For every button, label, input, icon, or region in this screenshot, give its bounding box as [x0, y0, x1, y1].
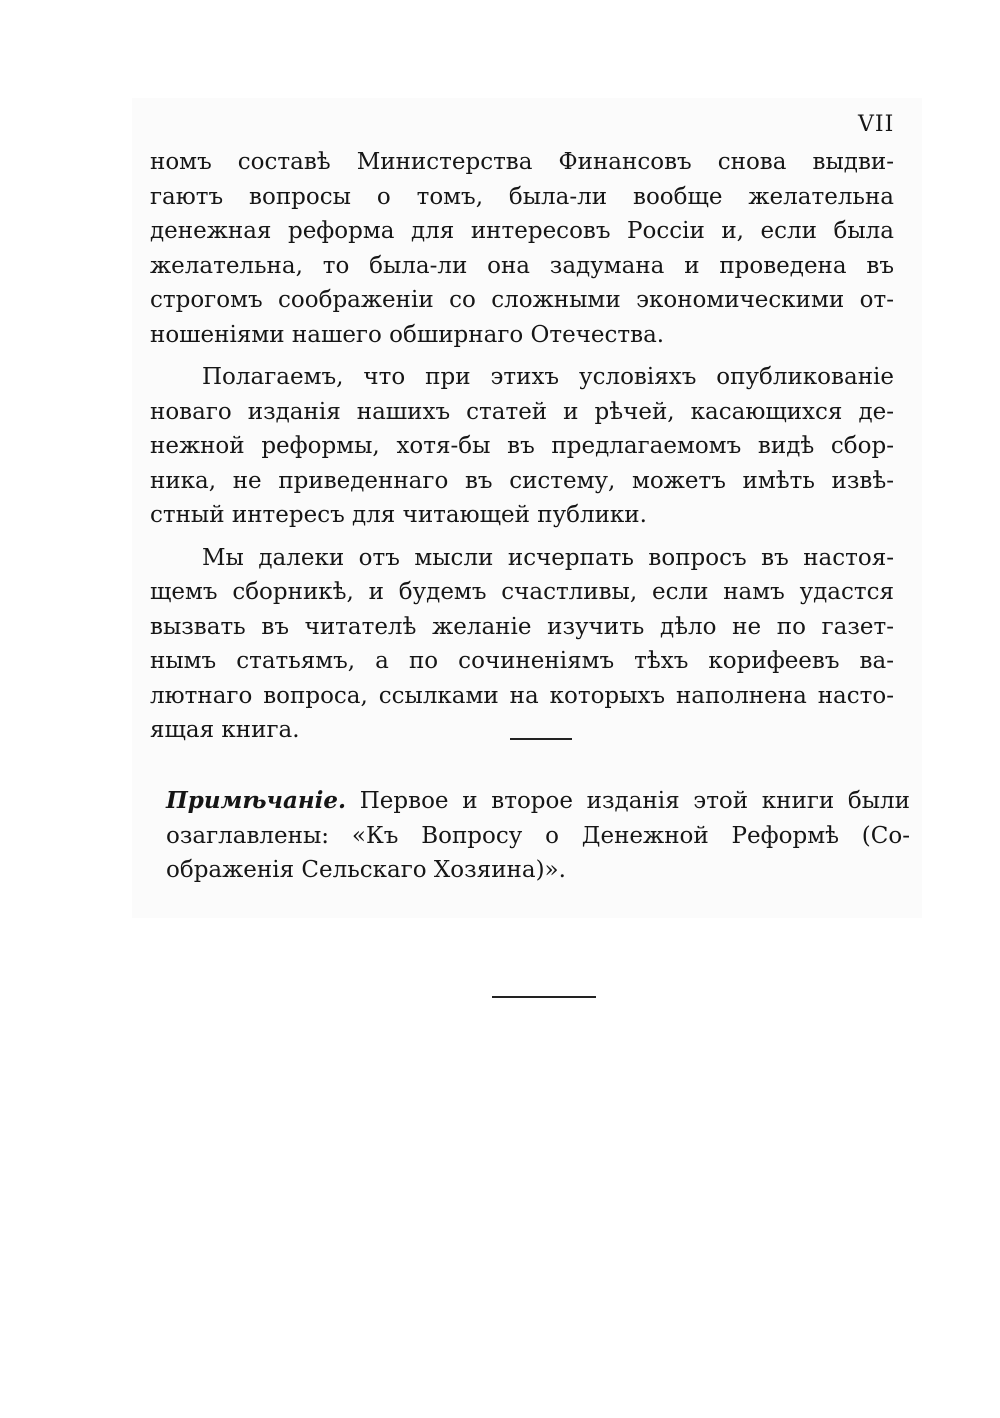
- section-divider: [510, 738, 572, 740]
- footnote-label: Примѣчаніе.: [166, 787, 347, 814]
- paragraph-2: [150, 360, 894, 533]
- text-line: щемъ сборникѣ, и будемъ счастливы, если намъ удастся: [150, 579, 894, 605]
- footnote-line: ображенія Сельскаго Хозяина)».: [166, 857, 566, 883]
- paragraph-3: [150, 541, 894, 748]
- text-line: ящая книга.: [150, 717, 300, 743]
- text-line: вызвать въ читателѣ желаніе изучить дѣло не по газет-: [150, 613, 894, 640]
- text-line: ношеніями нашего обширнаго Отечества.: [150, 321, 665, 348]
- footnote-text: Первое и второе изданія этой книги были: [346, 788, 910, 814]
- text-line: денежная реформа для интересовъ Россіи и, если была: [150, 218, 894, 244]
- footnote: [166, 784, 910, 888]
- text-line: нымъ статьямъ, а по сочиненіямъ тѣхъ корифеевъ ва-: [150, 648, 894, 674]
- text-line: номъ составѣ Министерства Финансовъ снова выдви-: [150, 149, 894, 175]
- text-line: гаютъ вопросы о томъ, была-ли вообще желательна: [150, 183, 894, 210]
- text-line: лютнаго вопроса, ссылками на которыхъ наполнена насто-: [150, 682, 894, 709]
- footnote-line: [166, 784, 910, 819]
- text-line: новаго изданія нашихъ статей и рѣчей, касающихся де-: [150, 398, 894, 425]
- end-rule: [492, 996, 596, 998]
- footnote-line: озаглавлены: «Къ Вопросу о Денежной Реформѣ (Со-: [166, 822, 910, 849]
- text-line: нежной реформы, хотя-бы въ предлагаемомъ видѣ сбор-: [150, 433, 894, 459]
- page-number: VII: [858, 112, 895, 137]
- text-line: желательна, то была-ли она задумана и проведена въ: [150, 252, 894, 279]
- text-line: Полагаемъ, что при этихъ условіяхъ опубликованіе: [202, 364, 894, 390]
- text-line: ника, не приведеннаго въ систему, можетъ имѣть извѣ-: [150, 467, 894, 494]
- text-line: Мы далеки отъ мысли исчерпать вопросъ въ настоя-: [202, 544, 894, 571]
- body-text: [150, 145, 894, 748]
- text-line: строгомъ соображеніи со сложными экономическими от-: [150, 287, 894, 313]
- text-line: стный интересъ для читающей публики.: [150, 502, 647, 528]
- paragraph-1: [150, 145, 894, 352]
